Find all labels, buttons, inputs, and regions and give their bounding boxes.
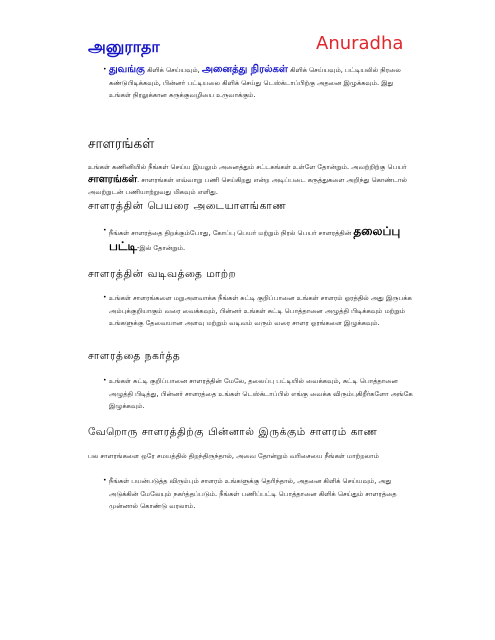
section-heading-window-behind: வேறொரு சாளரத்திற்கு பின்னால் இருக்கும் சாளரம் காண (88, 426, 378, 438)
document-title-tamil: அனுராதா (88, 37, 160, 56)
identify-name-part-1: நீங்கள் சாளரத்தை திறக்கும்போது, கோப்பு பெயர் மற்றும் நிரல் பெயர் சாளரத்தின் (109, 229, 354, 237)
bullet-icon: • (103, 294, 107, 301)
document-title-english: Anuradha (316, 33, 404, 54)
start-keyword: துவங்கு (109, 64, 145, 75)
windows-paragraph-part-2: . சாளரங்கள் எவ்வாறு பணி செய்கிறது என்ற அடிப்படை கருத்துகளை அறிந்து கொண்டால் அவற்றுடன் பணியாற்றுவது மிகவும் எளிது. (88, 175, 407, 196)
identify-name-part-2: -இல் தோன்றும். (137, 243, 186, 252)
bullet-icon: • (103, 227, 107, 234)
windows-paragraph-part-1: உங்கள் கணினியில் நீங்கள் செய்ய இயலும் அனைத்தும் சட்டகங்கள் உள்ளே தோன்றும். அவற்றிற்கு பெயர் (88, 163, 407, 171)
intro-bullet (103, 64, 413, 102)
window-behind-bullet (103, 475, 421, 513)
window-behind-text: நீங்கள் பயன்படுத்த விரும்பும் சாளரம் உங்களுக்கு தெரிந்தால், அதனை கிளிக் செய்யவும், அது அடுக்கின் மேலேயும் நகர்த்தப்படும். நீங்கள் பணிப்பட்டி பொத்தானை கிளிக் செய்தும் சாளரத்தை முன்னால் கொண்டு வரலாம். (109, 477, 397, 510)
windows-keyword: சாளரங்கள் (88, 173, 138, 185)
move-text: உங்கள் சுட்டி குறிப்பானை சாளரத்தின் மேலே, தலைப்பு பட்டியில் வைக்கவும், சுட்டி பொத்தானை அழுத்தி பிடித்து, பின்னர் சாளரத்தை உங்கள் டெஸ்க்டாப்பில் எங்கு வைக்க விரும்புகிறீர்களோ அங்கே இழுக்கவும். (109, 377, 413, 410)
bullet-icon: • (103, 477, 107, 484)
identify-name-bullet (103, 225, 423, 254)
section-heading-identify-name: சாளரத்தின் பெயரை அடையாளங்காண (88, 200, 287, 212)
move-bullet (103, 375, 421, 413)
intro-bullet-text (109, 64, 413, 102)
bullet-icon: • (103, 66, 107, 73)
section-heading-windows: சாளரங்கள் (88, 136, 155, 152)
section-heading-resize: சாளரத்தின் வடிவத்தை மாற்ற (88, 268, 237, 280)
all-programs-keyword: அனைத்து நிரல்கள் (201, 64, 288, 75)
bullet-icon: • (103, 377, 107, 384)
resize-bullet (103, 292, 421, 330)
section-heading-move: சாளரத்தை நகர்த்த (88, 350, 181, 362)
resize-text: உங்கள் சாளரங்களை மறுஅளவாக்க நீங்கள் சுட்டி குறிப்பானை உங்கள் சாளரம் ஓரத்தில் அது இருபக்க அம்புக்குறியாகும் வரை வைக்கவும், பின்னர் உங்கள் சுட்டி பொத்தானை அழுத்தி பிடிக்கவும் மற்றும் உங்களுக்கு தேவையான அளவு மற்றும் வடிவம் வரும் வரை சாளர ஓரங்களை இழுக்கவும். (109, 294, 412, 327)
title-bar-keyword: தலைப்பு பட்டி (109, 224, 401, 253)
windows-paragraph (88, 161, 416, 199)
window-behind-paragraph: பல சாளரங்களை ஒரே சமயத்தில் திறந்திருந்தால், அவை தோன்றும் வரிசையை நீங்கள் மாற்றலாம் (88, 452, 379, 460)
identify-name-text (109, 225, 423, 254)
intro-text-2: கிளிக் செய்யவும், பட்டியலில் நிரலை கண்டுபிடிக்கவும், பின்னர் பட்டியலை கிளிக் செய்து டெஸ்க்டாப்பிற்கு அதனை இழுக்கவும். இது உங்கள் நிரலுக்கான சுருக்குவழியை உருவாக்கும். (109, 66, 401, 99)
intro-text-1: கிளிக் செய்யவும், (144, 66, 202, 74)
